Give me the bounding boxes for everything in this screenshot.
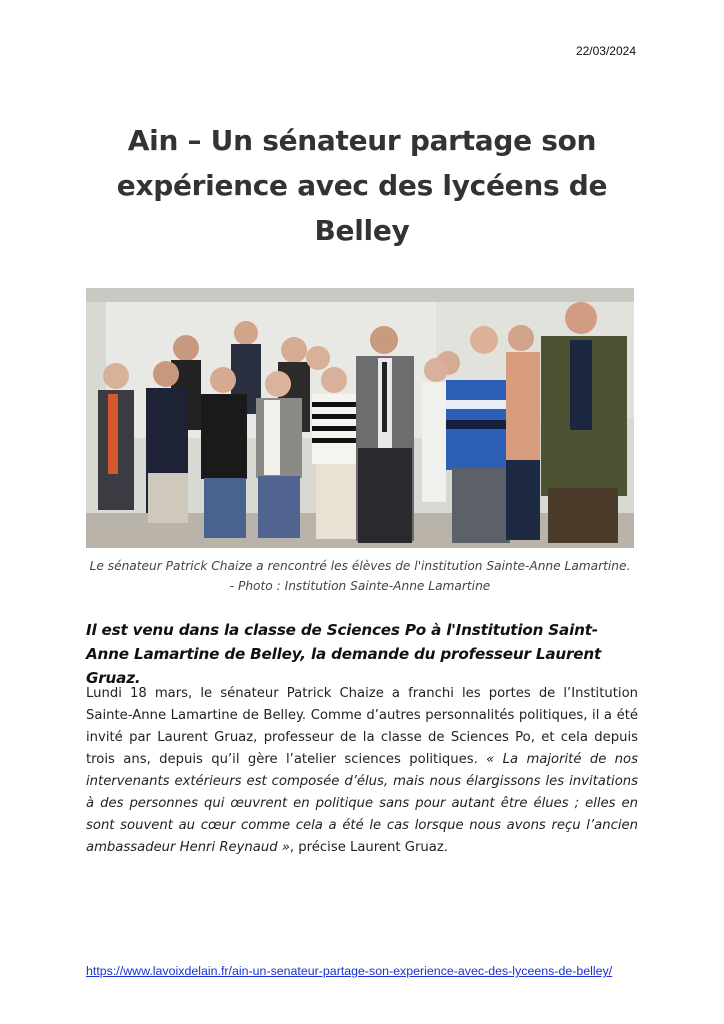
body-text-1: Lundi 18 mars, le sénateur Patrick Chaize a franchi les portes de l’Institution Sainte-Anne Lamartine de Belley. Comme d’autres personnalités politiques, il a été invité par Laurent Gruaz, professeur de la classe de Sciences Po, et cela depuis trois ans, depuis qu’il gère l’atelier sciences politiques. [86,686,638,767]
article-body [86,683,638,859]
article-lead: Il est venu dans la classe de Sciences Po à l'Institution Saint-Anne Lamartine de Belley, la demande du professeur Laurent Gruaz. [86,621,602,687]
photo-caption: Le sénateur Patrick Chaize a rencontré les élèves de l'institution Sainte-Anne Lamartine. - Photo : Institution Sainte-Anne Lamartine [89,559,631,593]
article-title: Ain – Un sénateur partage son expérience avec des lycéens de Belley [116,124,608,247]
article-date: 22/03/2024 [575,44,636,58]
group-photo-icon [86,288,634,548]
group-photo [86,288,634,548]
body-text-2: , précise Laurent Gruaz. [289,840,448,855]
body-quote: « La majorité de nos intervenants extérieurs est composée d’élus, mais nous élargissons les invitations à des personnes qui œuvrent en politique sans pour autant être élues ; elles en sont souvent au cœur comme cela a été le cas lorsque nous avons reçu l’ancien ambassadeur Henri Reynaud » [86,752,638,855]
source-link[interactable]: https://www.lavoixdelain.fr/ain-un-senateur-partage-son-experience-avec-des-lyceens-de-belley/ [86,964,613,978]
